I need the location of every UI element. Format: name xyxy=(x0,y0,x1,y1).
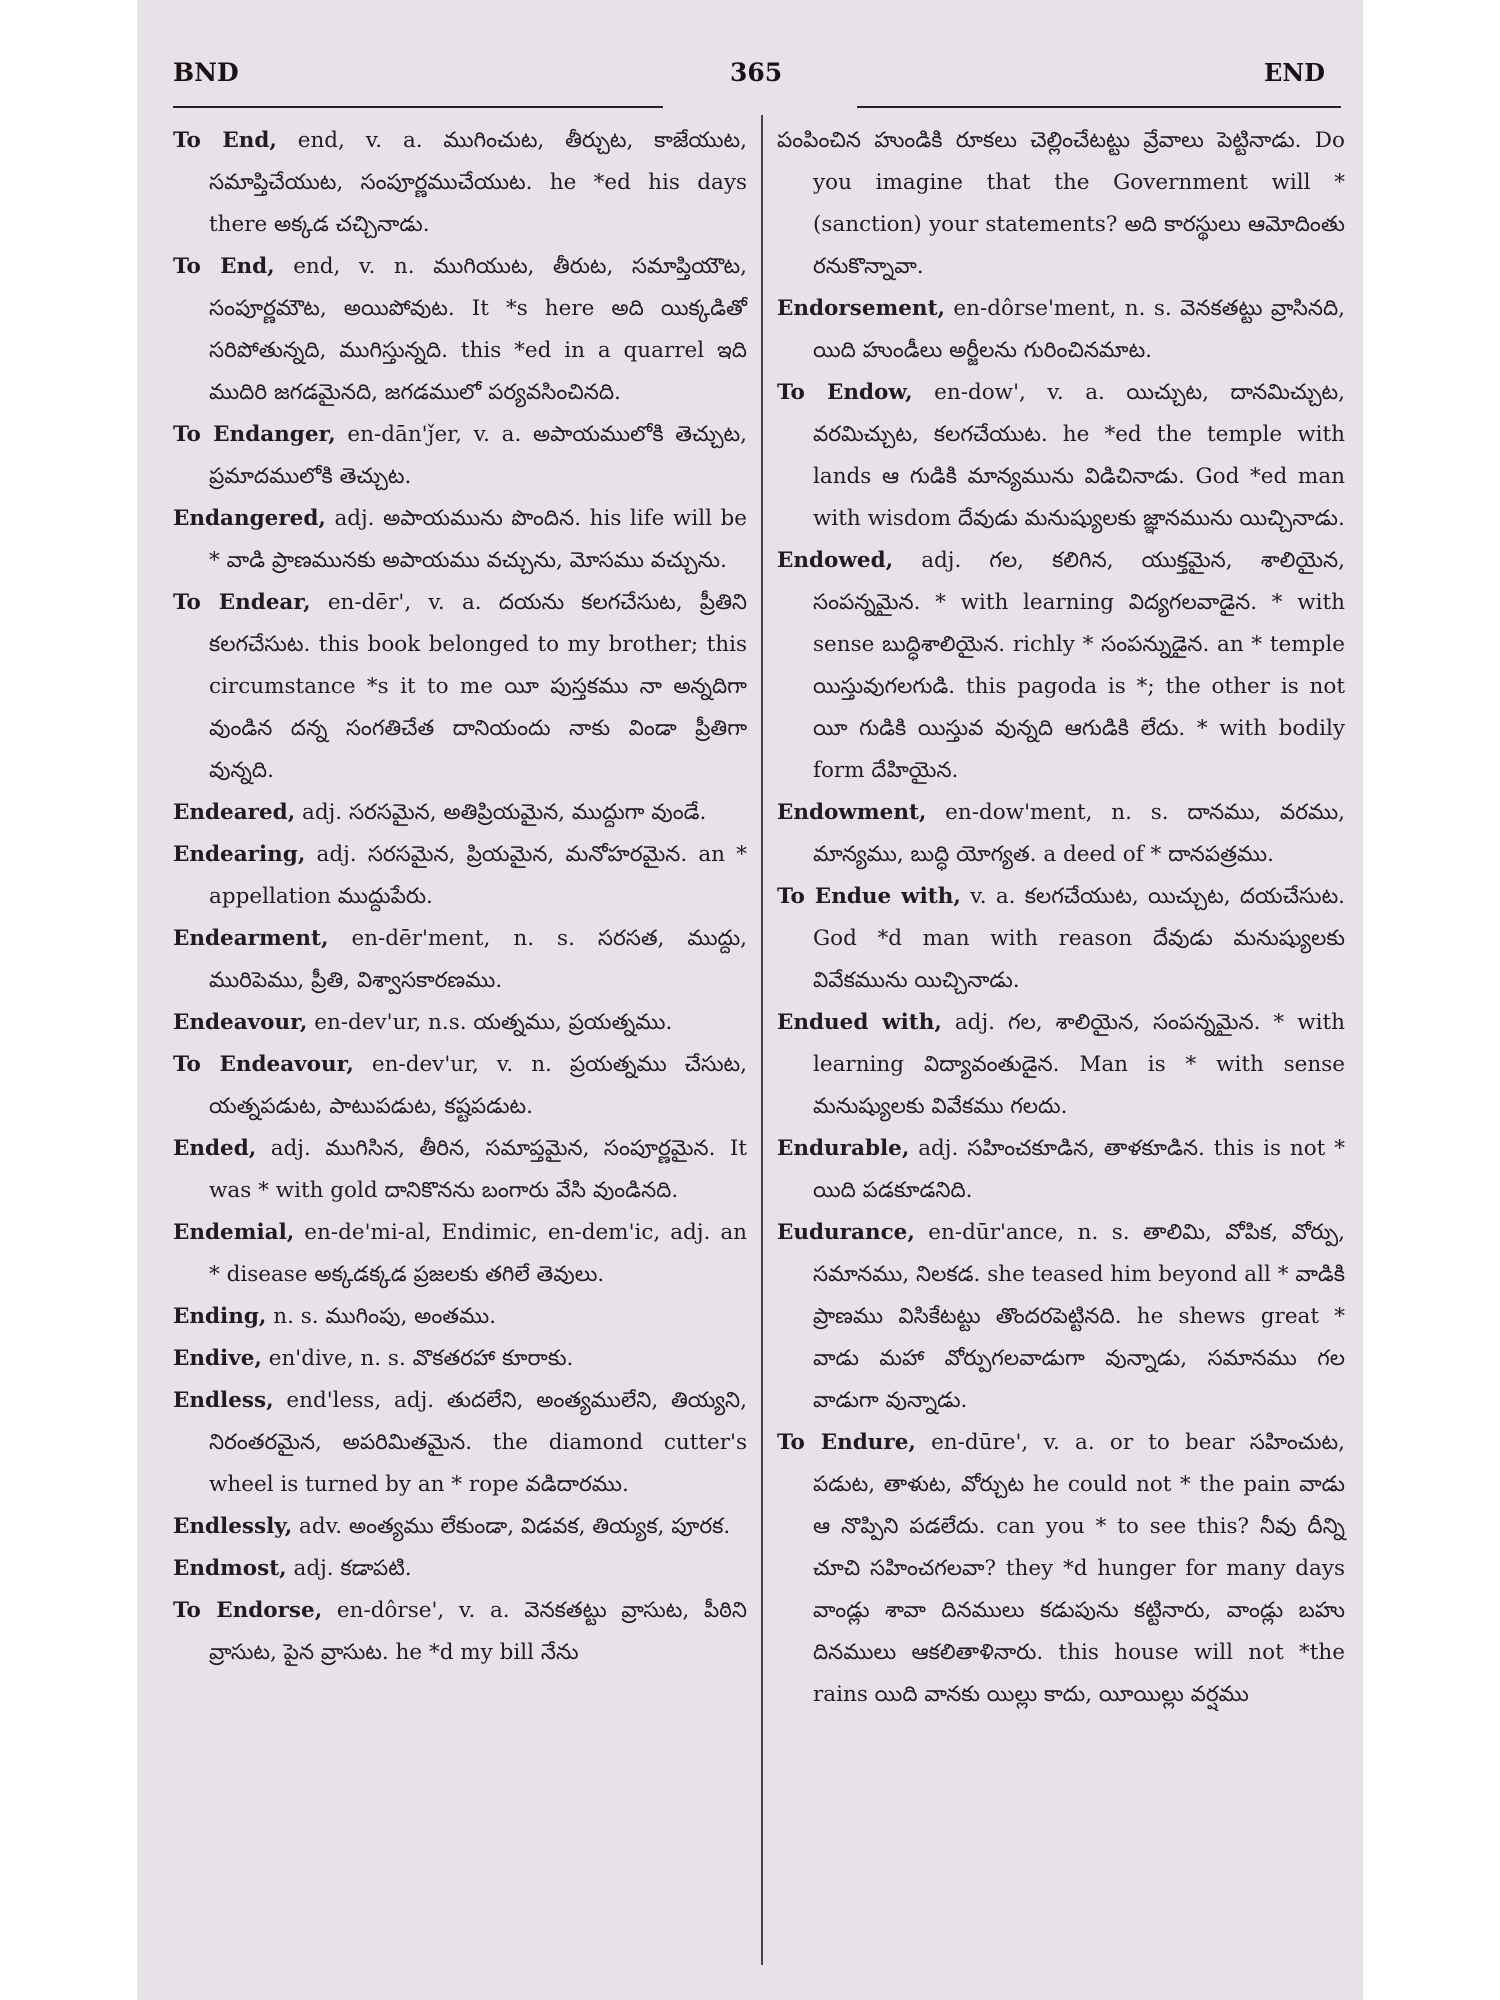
dictionary-entry xyxy=(173,1590,747,1674)
headword: To Endeavour, xyxy=(173,1052,354,1077)
dictionary-entry xyxy=(173,1044,747,1128)
headword: To Endear, xyxy=(173,590,311,615)
headword: Endearment, xyxy=(173,926,329,951)
definition: adv. అంత్యము లేకుండా, విడవక, తియ్యక, పూరక. xyxy=(299,1514,731,1539)
headword: To Endanger, xyxy=(173,422,336,447)
definition: en-dev'ur, v. n. ప్రయత్నము చేసుట, యత్నపడుట, పాటుపడుట, కష్టపడుట. xyxy=(209,1052,747,1119)
definition: en-dow', v. a. యిచ్చుట, దానమిచ్చుట, వరమిచ్చుట, కలగచేయుట. he *ed the temple with lands ఆ గుడికి మాన్యమును విడిచినాడు. God *ed man with wisdom దేవుడు మనుష్యులకు జ్ఞానమును యిచ్చినాడు. xyxy=(813,380,1345,531)
definition: adj. సరసమైన, అతిప్రియమైన, ముద్దుగా వుండే. xyxy=(302,800,707,825)
dictionary-entry xyxy=(173,1296,747,1338)
page-number: 365 xyxy=(730,58,783,87)
dictionary-entry xyxy=(777,288,1345,372)
dictionary-entry xyxy=(173,834,747,918)
dictionary-entry xyxy=(173,582,747,792)
headword: Endive, xyxy=(173,1346,262,1371)
dictionary-entry xyxy=(777,1422,1345,1716)
dictionary-entry xyxy=(173,1338,747,1380)
headword: Ending, xyxy=(173,1304,267,1329)
dictionary-entry xyxy=(777,120,1345,288)
headword: Endlessly, xyxy=(173,1514,293,1539)
left-column xyxy=(173,120,747,1674)
headword: Endangered, xyxy=(173,506,326,531)
dictionary-entry xyxy=(173,414,747,498)
headword: Endmost, xyxy=(173,1556,287,1581)
dictionary-entry xyxy=(173,1380,747,1506)
dictionary-entry xyxy=(173,120,747,246)
headword: To Endow, xyxy=(777,380,913,405)
headword: Endeared, xyxy=(173,800,296,825)
headword: To Endure, xyxy=(777,1430,916,1455)
header-rule-left xyxy=(173,106,663,108)
dictionary-entry xyxy=(173,1548,747,1590)
headword: Endued with, xyxy=(777,1010,942,1035)
dictionary-entry xyxy=(777,372,1345,540)
definition: en-dūre', v. a. or to bear సహించుట, పడుట, తాళుట, వోర్చుట he could not * the pain వాడు ఆ నొప్పిని పడలేదు. can you * to see this? నీవు దీన్ని చూచి సహించగలవా? they *d hunger for many days వాండ్లు శావా దినములు కడుపును కట్టినారు, వాండ్లు బహు దినములు ఆకలితాళినారు. this house will not *the rains యిది వానకు యిల్లు కాదు, యీయిల్లు వర్షము xyxy=(813,1430,1345,1707)
definition: end, v. n. ముగియుట, తీరుట, సమాప్తియౌట, సంపూర్ణమౌట, అయిపోవుట. It *s here అది యిక్కడితో సరిపోతున్నది, ముగిస్తున్నది. this *ed in a quarrel ఇది ముదిరి జగడమైనది, జగడములో పర్యవసించినది. xyxy=(209,254,747,405)
column-divider xyxy=(761,115,763,1965)
headword: To Endue with, xyxy=(777,884,961,909)
definition: n. s. ముగింపు, అంతము. xyxy=(273,1304,497,1329)
dictionary-entry xyxy=(173,498,747,582)
definition: en-dow'ment, n. s. దానము, వరము, మాన్యము, బుద్ధి యోగ్యత. a deed of * దానపత్రము. xyxy=(813,800,1345,867)
headword: Endearing, xyxy=(173,842,306,867)
headword: Endeavour, xyxy=(173,1010,308,1035)
dictionary-entry xyxy=(173,1002,747,1044)
dictionary-entry xyxy=(173,1128,747,1212)
headword: Endowed, xyxy=(777,548,894,573)
definition: en-dev'ur, n.s. యత్నము, ప్రయత్నము. xyxy=(314,1010,673,1035)
definition: adj. గల, కలిగిన, యుక్తమైన, శాలియైన, సంపన్నమైన. * with learning విద్యగలవాడైన. * with sense బుద్ధిశాలియైన. richly * సంపన్నుడైన. an * temple యిస్తువుగలగుడి. this pagoda is *; the other is not యీ గుడికి యిస్తువ వున్నది ఆగుడికి లేదు. * with bodily form దేహియైన. xyxy=(813,548,1345,783)
definition: en-de'mi-al, Endimic, en-dem'ic, adj. an * disease అక్కడక్కడ ప్రజలకు తగిలే తెవులు. xyxy=(209,1220,747,1287)
dictionary-entry xyxy=(777,792,1345,876)
guide-word-right: END xyxy=(1263,58,1325,87)
dictionary-entry xyxy=(173,1212,747,1296)
right-column xyxy=(777,120,1345,1716)
definition: end'less, adj. తుదలేని, అంత్యములేని, తియ్యని, నిరంతరమైన, అపరిమితమైన. the diamond cutter's wheel is turned by an * rope వడిదారము. xyxy=(209,1388,747,1497)
definition: adj. గల, శాలియైన, సంపన్నమైన. * with learning విద్యావంతుడైన. Man is * with sense మనుష్యులకు వివేకము గలదు. xyxy=(813,1010,1345,1119)
definition: adj. ముగిసిన, తీరిన, సమాప్తమైన, సంపూర్ణమైన. It was * with gold దానికొనను బంగారు వేసి వుండినది. xyxy=(209,1136,747,1203)
guide-word-left: BND xyxy=(173,58,239,87)
dictionary-entry xyxy=(777,1002,1345,1128)
dictionary-entry xyxy=(173,1506,747,1548)
dictionary-entry xyxy=(777,876,1345,1002)
definition: adj. సహించకూడిన, తాళకూడిన. this is not * యిది పడకూడనిది. xyxy=(813,1136,1345,1203)
definition: en-dēr'ment, n. s. సరసత, ముద్దు, మురిపెము, ప్రీతి, విశ్వాసకారణము. xyxy=(209,926,747,993)
definition: adj. అపాయమును పొందిన. his life will be * వాడి ప్రాణమునకు అపాయము వచ్చును, మోసము వచ్చును. xyxy=(209,506,748,573)
dictionary-entry xyxy=(777,1128,1345,1212)
dictionary-entry xyxy=(777,1212,1345,1422)
definition: adj. సరసమైన, ప్రియమైన, మనోహరమైన. an * appellation ముద్దుపేరు. xyxy=(209,842,747,909)
definition: end, v. a. ముగించుట, తీర్చుట, కాజేయుట, సమాప్తిచేయుట, సంపూర్ణముచేయుట. he *ed his days there అక్కడ చచ్చినాడు. xyxy=(209,128,747,237)
definition: en-dôrse'ment, n. s. వెనకతట్టు వ్రాసినది, యిది హుండీలు అర్జీలను గురించినమాట. xyxy=(813,296,1345,363)
headword: Endless, xyxy=(173,1388,274,1413)
headword: Ended, xyxy=(173,1136,257,1161)
definition: en-dēr', v. a. దయను కలగచేసుట, ప్రీతిని కలగచేసుట. this book belonged to my brother; this circumstance *s it to me యీ పుస్తకము నా అన్నదిగా వుండిన దన్న సంగతిచేత దానియందు నాకు విండా ప్రీతిగా వున్నది. xyxy=(209,590,747,783)
headword: Endowment, xyxy=(777,800,927,825)
headword: Eudurance, xyxy=(777,1220,915,1245)
dictionary-entry xyxy=(173,246,747,414)
definition: పంపించిన హుండికి రూకలు చెల్లించేటట్టు వ్రేవాలు పెట్టినాడు. Do you imagine that the Government will * (sanction) your statements? అది కారస్థులు ఆమోదింతు రనుకొన్నావా. xyxy=(777,128,1345,279)
definition: en'dive, n. s. వొకతరహా కూరాకు. xyxy=(268,1346,574,1371)
dictionary-entry xyxy=(173,792,747,834)
definition: adj. కడాపటి. xyxy=(293,1556,412,1581)
dictionary-entry xyxy=(173,918,747,1002)
headword: To End, xyxy=(173,128,277,153)
definition: en-dān'ǰer, v. a. అపాయములోకి తెచ్చుట, ప్రమాదములోకి తెచ్చుట. xyxy=(209,422,747,489)
dictionary-entry xyxy=(777,540,1345,792)
definition: en-dôrse', v. a. వెనకతట్టు వ్రాసుట, పీఠిని వ్రాసుట, పైన వ్రాసుట. he *d my bill నేను xyxy=(209,1598,747,1665)
headword: To Endorse, xyxy=(173,1598,323,1623)
definition: en-dūr'ance, n. s. తాలిమి, వోపిక, వోర్పు, సమానము, నిలకడ. she teased him beyond all * వాడికి ప్రాణము విసికేటట్టు తొందరపెట్టినది. he shews great * వాడు మహా వోర్పుగలవాడుగా వున్నాడు, సమానము గల వాడుగా వున్నాడు. xyxy=(813,1220,1345,1413)
headword: To End, xyxy=(173,254,275,279)
headword: Endorsement, xyxy=(777,296,945,321)
header-rule-right xyxy=(857,106,1341,108)
headword: Endurable, xyxy=(777,1136,910,1161)
definition: v. a. కలగచేయుట, యిచ్చుట, దయచేసుట. God *d man with reason దేవుడు మనుష్యులకు వివేకమును యిచ్చినాడు. xyxy=(813,884,1346,993)
dictionary-page xyxy=(137,0,1363,2000)
headword: Endemial, xyxy=(173,1220,295,1245)
